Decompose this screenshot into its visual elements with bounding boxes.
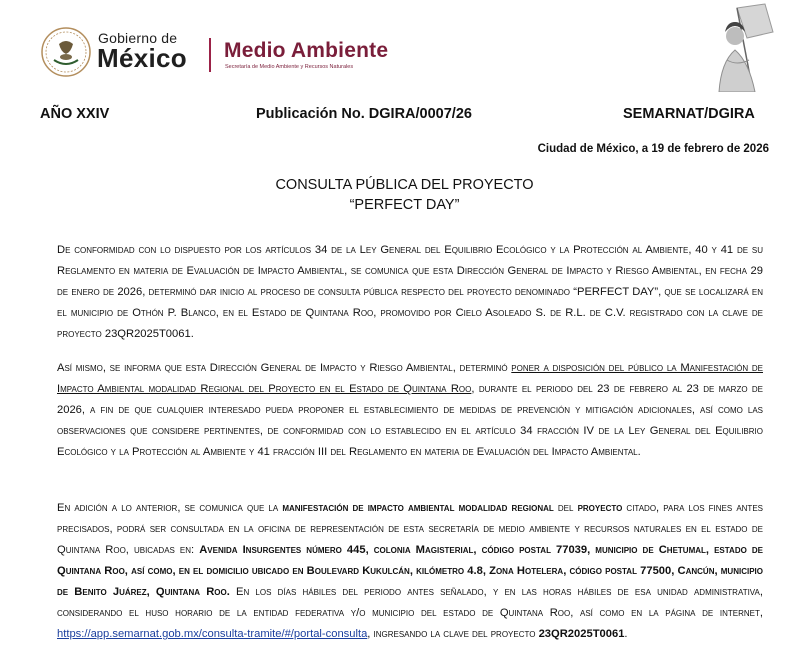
medio-ambiente-subtitle: Secretaría de Medio Ambiente y Recursos Naturales (225, 64, 354, 70)
p3-bold-addresses: Avenida Insurgentes número 445, colonia Magisterial, código postal 77039, municipio de Chetumal, estado de Quintana Roo, así como, en el domicilio ubicado en Boulevard Kukulcán, kilómetro 4.8, Zona Hotelera, código postal 77500, Cancún, municipio de Benito Juárez, Quintana Roo. (57, 544, 763, 598)
medio-ambiente-title: Medio Ambiente (224, 39, 389, 62)
p1-project-name: “PERFECT DAY” (573, 286, 659, 298)
p3-bold-clave: 23QR2025T0061 (538, 628, 625, 640)
anio-label: AÑO XXIV (40, 106, 110, 122)
header (0, 0, 809, 95)
paragraph-3 (57, 498, 763, 645)
paragraph-1 (57, 240, 763, 345)
document-title: CONSULTA PÚBLICA DEL PROYECTO (275, 177, 534, 193)
p2-text-c: , durante el periodo del 23 de febrero al 23 de marzo de 2026, a fin de que cualquier interesado pueda proponer el establecimiento de medidas de prevención y mitigación adicionales, así como las observaciones que considere pertinentes, de conformidad con lo establecido en el artículo 34 fracción IV de la Ley General del Equilibrio Ecológico y la Protección al Ambiente y 41 fracción III del Reglamento en materia de Evaluación del Impacto Ambiental. (57, 383, 764, 458)
fecha-label: Ciudad de México, a 19 de febrero de 2026 (537, 143, 769, 155)
dependencia-label: SEMARNAT/DGIRA (623, 106, 755, 122)
p3-text-c: del (553, 502, 578, 514)
mexico-label: México (97, 43, 187, 73)
heroine-flag-illustration-icon (707, 2, 787, 92)
p3-text-h: , ingresando la clave del proyecto (367, 628, 539, 640)
consulta-portal-link[interactable]: https://app.semarnat.gob.mx/consulta-tramite/#/portal-consulta (57, 628, 368, 640)
project-name: “PERFECT DAY” (349, 197, 460, 213)
p3-bold-proyecto: proyecto (577, 502, 623, 514)
p3-bold-mia: manifestación de impacto ambiental modalidad regional (282, 502, 554, 514)
paragraph-2 (57, 358, 763, 463)
publicacion-label: Publicación No. DGIRA/0007/26 (256, 106, 472, 122)
header-divider (209, 38, 211, 72)
p3-text-j: . (624, 628, 628, 640)
p2-text-a: Así mismo, se informa que esta Dirección General de Impacto y Riesgo Ambiental, determinó (57, 362, 512, 374)
gobierno-label: Gobierno de (98, 30, 178, 46)
p2-underlined-text: poner a disposición del público la Manifestación de Impacto Ambiental modalidad Regional del Proyecto en el Estado de Quintana Roo (57, 362, 763, 395)
p1-text-c: , que se localizará en el municipio de Othón P. Blanco, en el Estado de Quintana Roo, promovido por Cielo Asoleado S. de R.L. de C.V. registrado con la clave de proyecto 23QR2025T0061. (57, 286, 763, 340)
p1-text-a: De conformidad con lo dispuesto por los artículos 34 de la Ley General del Equilibrio Ecológico y la Protección al Ambiente, 40 y 41 de su Reglamento en materia de Evaluación de Impacto Ambiental, se comunica que esta Dirección General de Impacto y Riesgo Ambiental, en fecha 29 de enero de 2026, determinó dar inicio al proceso de consulta pública respecto del proyecto denominado (57, 244, 763, 298)
p3-text-a: En adición a lo anterior, se comunica que la (57, 502, 283, 514)
national-shield-icon (40, 26, 92, 78)
p3-text-g: En los días hábiles del periodo antes señalado, y en las horas hábiles de esa unidad administrativa, considerando el huso horario de la entidad federativa y/o municipio del estado de Quintana Roo, así como en la página de internet, (57, 586, 763, 619)
p3-text-e: citado, para los fines antes precisados, podrá ser consultada en la oficina de representación de esta secretaría de medio ambiente y recursos naturales en el estado de Quintana Roo, ubicadas en: (57, 502, 763, 556)
